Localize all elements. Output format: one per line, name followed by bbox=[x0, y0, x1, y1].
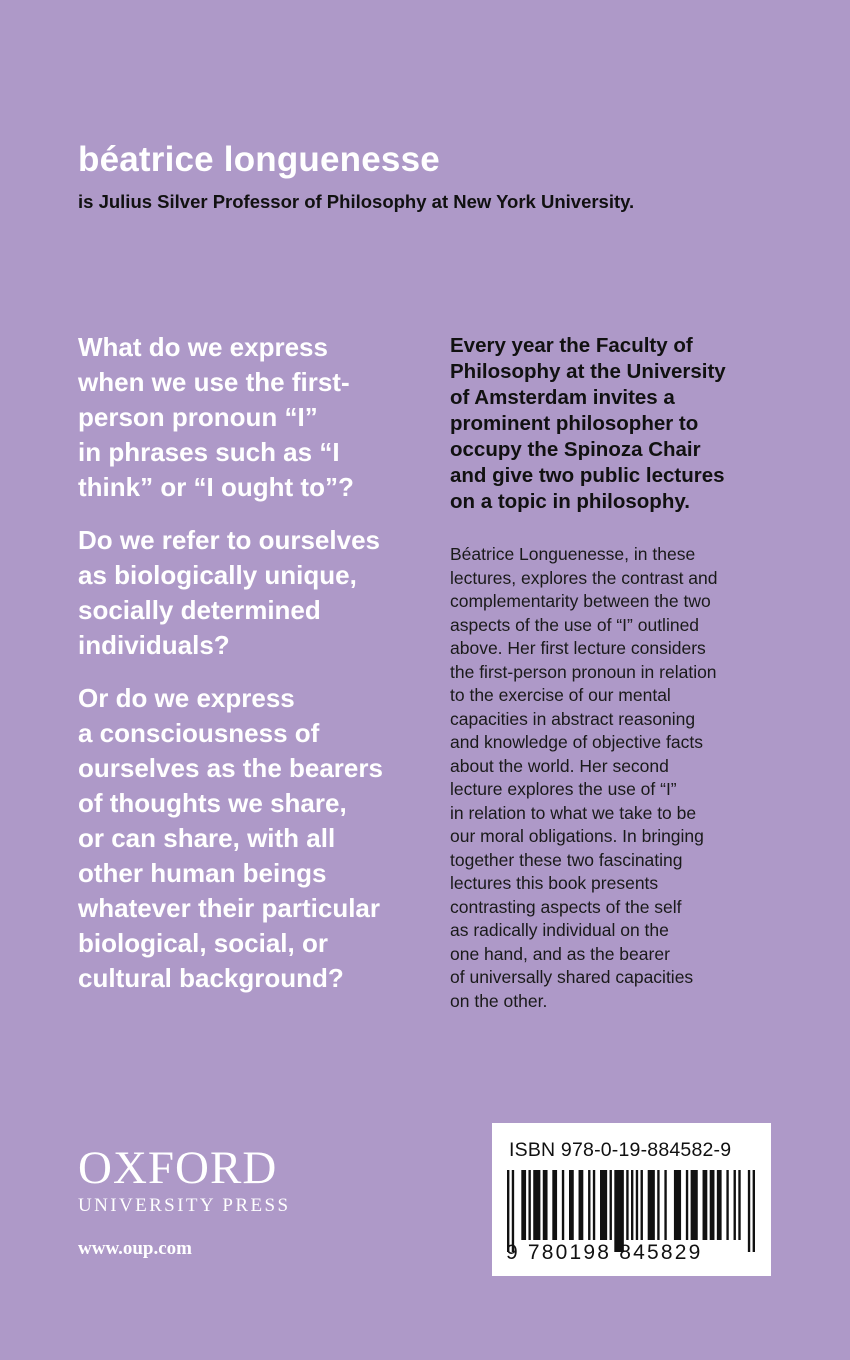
barcode-panel bbox=[492, 1123, 771, 1276]
question-paragraph: Or do we express a consciousness of ourselves as the bearers of thoughts we share, or can share, with all other human beings whatever their particular biological, social, or cultural background? bbox=[78, 683, 383, 993]
barcode-bar bbox=[657, 1170, 659, 1240]
series-intro: Every year the Faculty of Philosophy at the University of Amsterdam invites a prominent philosopher to occupy the Spinoza Chair and give two public lectures on a topic in philosophy. bbox=[450, 334, 726, 513]
barcode-bar bbox=[674, 1170, 681, 1240]
question-paragraph: Do we refer to ourselves as biologically unique, socially determined individuals? bbox=[78, 525, 380, 660]
question-paragraph: What do we express when we use the first- person pronoun “I” in phrases such as “I think” or “I ought to”? bbox=[78, 332, 354, 502]
barcode-bar bbox=[641, 1170, 643, 1240]
barcode-bar bbox=[648, 1170, 655, 1240]
barcode-bar bbox=[600, 1170, 607, 1240]
barcode-bar bbox=[738, 1170, 740, 1240]
barcode-bar bbox=[552, 1170, 557, 1240]
barcode-bar bbox=[734, 1170, 736, 1240]
barcode-bar bbox=[543, 1170, 548, 1240]
barcode-bar bbox=[569, 1170, 574, 1240]
barcode-bar bbox=[636, 1170, 638, 1240]
barcode-bar bbox=[753, 1170, 755, 1252]
barcode-bar bbox=[610, 1170, 612, 1240]
barcode-bar bbox=[664, 1170, 666, 1240]
author-bio: is Julius Silver Professor of Philosophy at New York University. bbox=[78, 191, 635, 212]
barcode-bar bbox=[691, 1170, 698, 1240]
barcode-bar bbox=[726, 1170, 728, 1240]
publisher-logo bbox=[78, 1143, 290, 1217]
publisher-name: OXFORD bbox=[78, 1142, 278, 1194]
barcode-bar bbox=[521, 1170, 526, 1240]
barcode-bar bbox=[533, 1170, 540, 1240]
barcode-bar bbox=[588, 1170, 590, 1240]
barcode-bar bbox=[631, 1170, 633, 1240]
publisher-subtitle: UNIVERSITY PRESS bbox=[78, 1195, 291, 1216]
barcode-bar bbox=[710, 1170, 715, 1240]
barcode-bar bbox=[507, 1170, 509, 1252]
barcode-bar bbox=[593, 1170, 595, 1240]
barcode-bar bbox=[686, 1170, 688, 1240]
barcode-bar bbox=[748, 1170, 750, 1252]
publisher-url: www.oup.com bbox=[78, 1238, 193, 1259]
author-name: béatrice longuenesse bbox=[78, 140, 440, 179]
barcode-bar bbox=[528, 1170, 530, 1240]
barcode-bar bbox=[512, 1170, 514, 1252]
questions-column bbox=[78, 330, 438, 1014]
barcode-bar bbox=[614, 1170, 624, 1252]
barcode-bar bbox=[703, 1170, 708, 1240]
barcode-bar bbox=[717, 1170, 722, 1240]
barcode-digits: 9 780198 845829 bbox=[506, 1241, 703, 1264]
book-description: Béatrice Longuenesse, in these lectures, explores the contrast and complementarity between the two aspects of the use of “I” outlined above. Her first lecture considers the first-person pronoun in relation to the exercise of our mental capacities in abstract reasoning and knowledge of objective facts about the world. Her second lecture explores the use of “I” in relation to what we take to be our moral obligations. In bringing together these two fascinating lectures this book presents contrasting aspects of the self as radically individual on the one hand, and as the bearer of universally shared capacities on the other. bbox=[450, 544, 718, 1011]
barcode-bar bbox=[579, 1170, 584, 1240]
barcode-image bbox=[507, 1170, 755, 1252]
barcode-bar bbox=[626, 1170, 628, 1240]
barcode-bar bbox=[562, 1170, 564, 1240]
summary-column bbox=[450, 333, 790, 1013]
isbn-label: ISBN 978-0-19-884582-9 bbox=[509, 1139, 732, 1161]
